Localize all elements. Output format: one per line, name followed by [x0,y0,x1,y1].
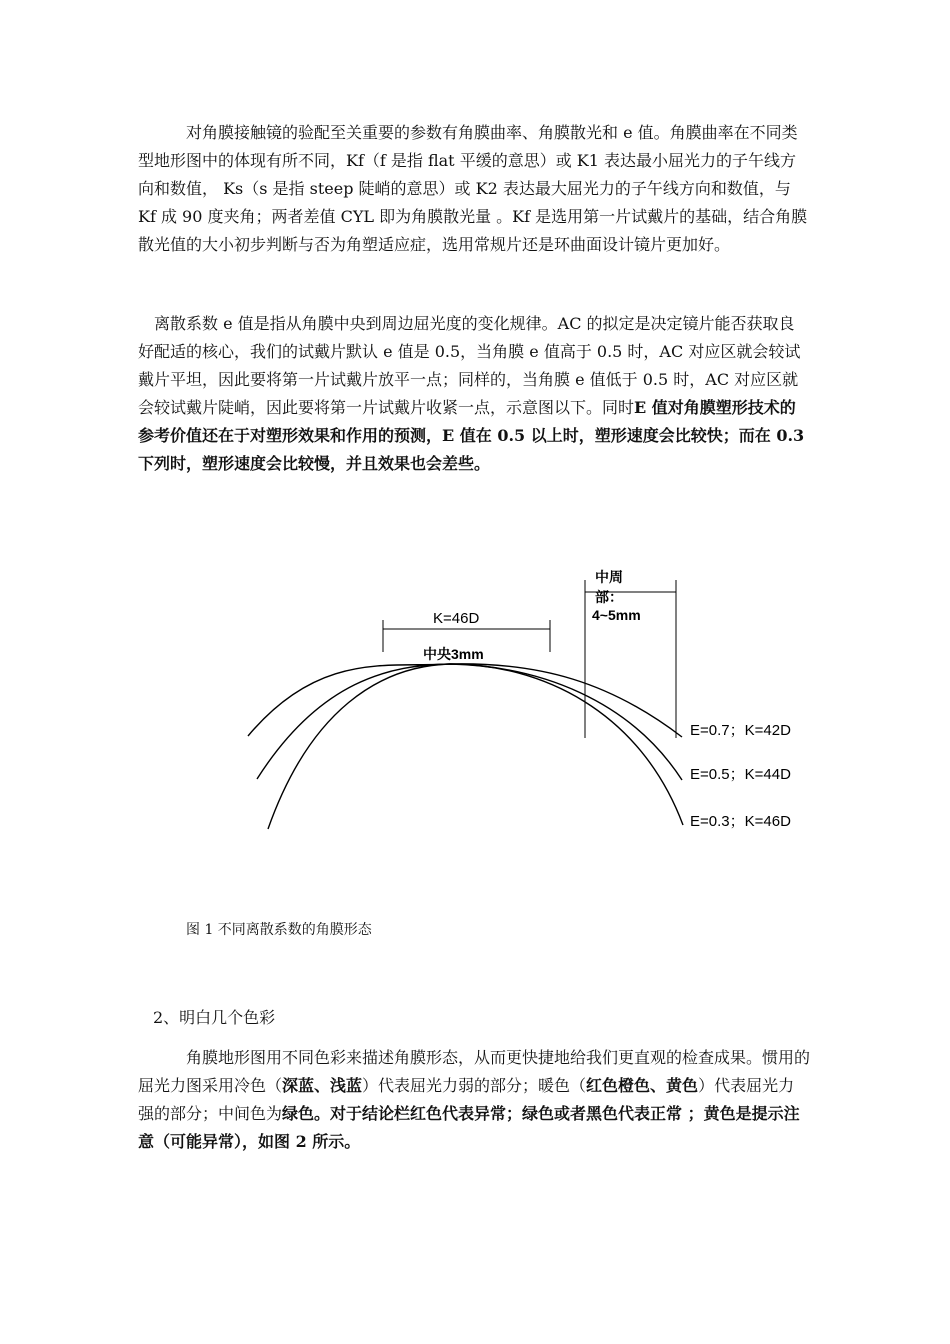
colors-text-1: 角膜地形图用不同色彩来描述角膜形态，从而更快捷地给我们更直观的检查成果。惯用的屈光力图采用冷色（ [138,1048,811,1095]
center-3mm-label: 中央3mm [423,646,484,662]
paragraph-eccentricity [138,310,810,478]
paragraph-eccentricity-bold: E 值对角膜塑形技术的参考价值还在于对塑形效果和作用的预测，E 值在 0.5 以上时，塑形速度会比较快；而在 0.3 下列时，塑形速度会比较慢，并且效果也会差些。 [138,398,805,473]
colors-bold-1: 深蓝、浅蓝 [282,1076,363,1095]
curve-e05-label: E=0.5；K=44D [690,766,791,783]
curve-e03-label: E=0.3；K=46D [690,813,791,830]
paragraph-eccentricity-text: 离散系数 e 值是指从角膜中央到周边屈光度的变化规律。AC 的拟定是决定镜片能否获取良好配适的核心，我们的试戴片默认 e 值是 0.5，当角膜 e 值高于 0.5 时，AC 对应区就会较试戴片平坦，因此要将第一片试戴片放平一点；同样的，当角膜 e 值低于 0.5 时，AC 对应区就会较试戴片陡峭，因此要将第一片试戴片收紧一点，示意图以下。同时 [138,314,801,417]
paragraph-colors [138,1044,810,1156]
section-heading: 2、明白几个色彩 [153,1008,276,1027]
curve-e03 [268,664,683,829]
k46-label: K=46D [433,610,480,627]
figure-caption: 图 1 不同离散系数的角膜形态 [186,922,372,938]
mid-periphery-label-1: 中周 [595,569,623,585]
curve-e07-label: E=0.7；K=42D [690,722,791,739]
mid-periphery-label-3: 4~5mm [592,607,641,623]
colors-bold-3: 绿色。对于结论栏红色代表异常；绿色或者黑色代表正常 ；黄色是提示注意（可能异常），如图 2 所示。 [138,1104,800,1151]
colors-text-3: ）代表屈光力强的部分；中间色为 [138,1076,795,1123]
curve-e05 [257,664,682,780]
corneal-shape-figure [0,540,950,840]
paragraph-corneal-parameters: 对角膜接触镜的验配至关重要的参数有角膜曲率、角膜散光和 e 值。角膜曲率在不同类型地形图中的体现有所不同，Kf（f 是指 flat 平缓的意思）或 K1 表达最小屈光力的子午线方向和数值， Ks（s 是指 steep 陡峭的意思）或 K2 表达最大屈光力的子午线方向和数值，与 Kf 成 90 度夹角；两者差值 CYL 即为角膜散光量 。Kf 是选用第一片试戴片的基础，结合角膜散光值的大小初步判断与否为角塑适应症，选用常规片还是环曲面设计镜片更加好。 [138,123,808,254]
colors-text-2: ）代表屈光力弱的部分；暖色（ [362,1076,587,1095]
colors-bold-2: 红色橙色、黄色 [586,1076,699,1095]
mid-periphery-label-2: 部： [595,589,623,605]
